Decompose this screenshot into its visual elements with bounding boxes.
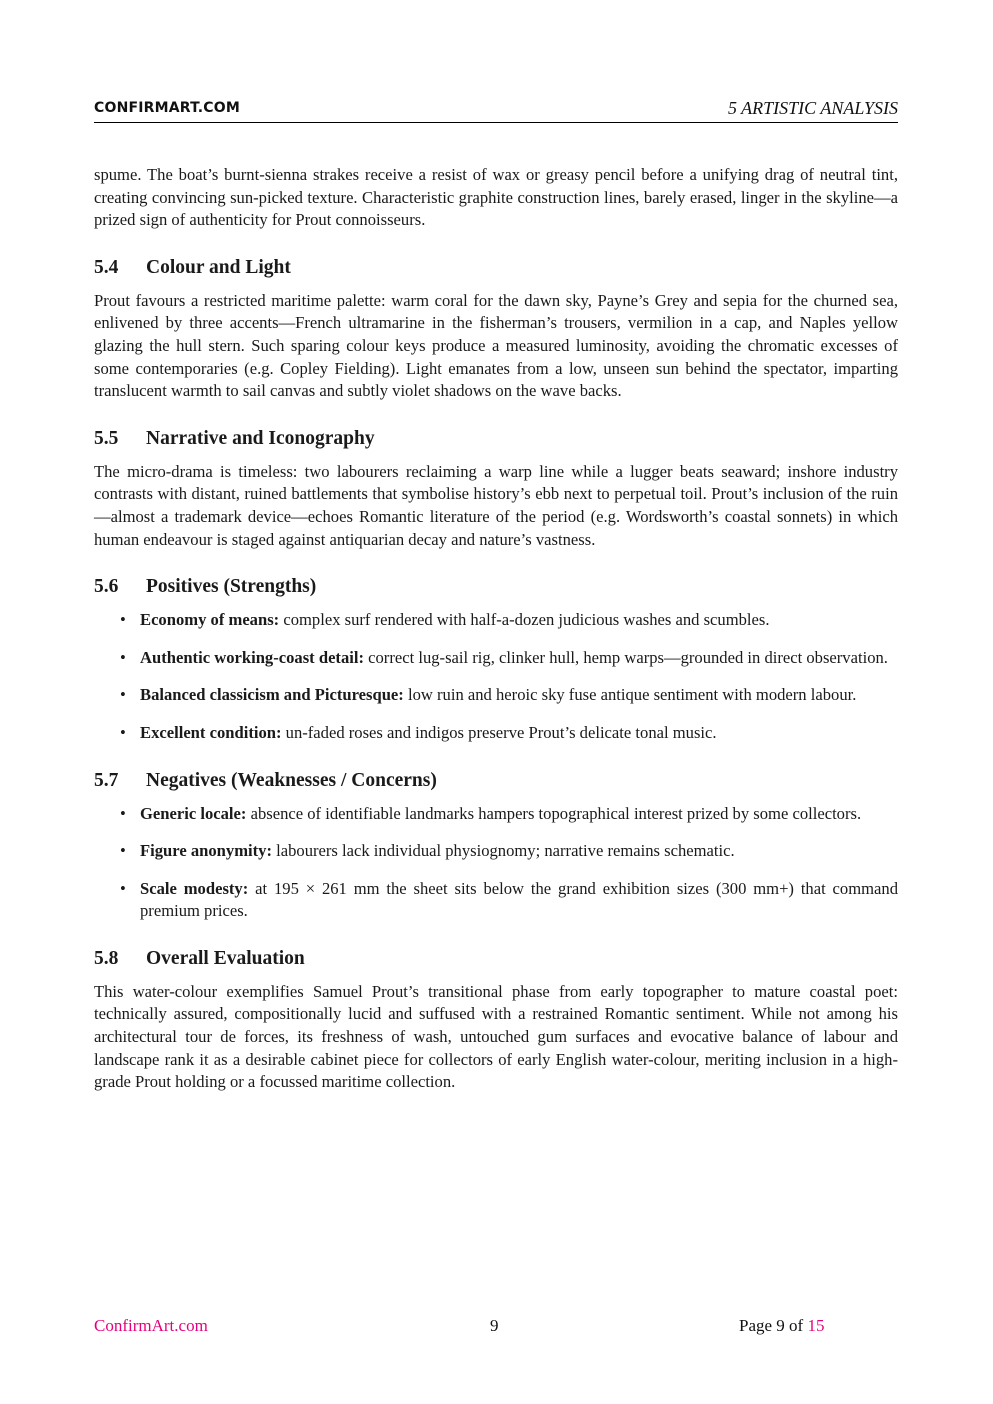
list-item — [140, 647, 898, 670]
section-number: 5.6 — [94, 576, 119, 598]
list-item-text: labourers lack individual physiognomy; narrative remains schematic. — [271, 841, 735, 861]
section-title: Negatives (Weaknesses / Concerns) — [146, 769, 437, 791]
list-item — [140, 840, 898, 863]
intro-paragraph: spume. The boat’s burnt-sienna strakes receive a resist of wax or greasy pencil before a unifying drag of neutral tint, creating convincing sun-picked texture. Characteristic graphite construction lines, barely erased, linger in the skyline—a prized sign of authenticity for Prout connoisseurs. — [94, 165, 898, 230]
running-section-title: 5 ARTISTIC ANALYSIS — [727, 98, 898, 118]
section-title: Overall Evaluation — [146, 947, 305, 969]
list-item-term: Scale modesty: — [140, 878, 249, 898]
section-heading-5-6 — [94, 575, 898, 599]
list-item-text: absence of identifiable landmarks hampers topographical interest prized by some collectors. — [246, 803, 862, 823]
footer-page-prefix: Page 9 of — [739, 1316, 808, 1335]
list-item — [140, 609, 898, 632]
page-content — [94, 164, 898, 1094]
list-item-text: complex surf rendered with half-a-dozen judicious washes and scumbles. — [279, 610, 770, 630]
list-item-text: correct lug-sail rig, clinker hull, hemp warps—grounded in direct observation. — [364, 647, 888, 667]
list-item — [140, 684, 898, 707]
section-body-5-8: This water-colour exemplifies Samuel Prout’s transitional phase from early topographer to mature coastal poet: technically assured, compositionally lucid and suffused with a restrained Romantic sentiment. While not among his architectural tour de forces, its freshness of wash, untouched gum surfaces and evocative balance of labour and landscape rank it as a desirable cabinet piece for collectors of early English water-colour, meriting inclusion in a high-grade Prout holding or a focussed maritime collection. — [94, 981, 898, 1092]
section-number: 5.5 — [94, 427, 119, 449]
list-item-term: Authentic working-coast detail: — [140, 647, 364, 667]
section-heading-5-5 — [94, 427, 898, 451]
section-title: Colour and Light — [146, 256, 291, 278]
section-body-5-5: The micro-drama is timeless: two labourers reclaiming a warp line while a lugger beats seaward; inshore industry contrasts with distant, ruined battlements that symbolise history’s ebb next to perpetual toil. Prout’s inclusion of the ruin—almost a trademark device—echoes Romantic literature of the period (e.g. Wordsworth’s coastal sonnets) in which human endeavour is staged against antiquarian decay and nature’s vastness. — [94, 461, 898, 549]
list-item-term: Balanced classicism and Picturesque: — [140, 685, 404, 705]
section-heading-5-4 — [94, 256, 898, 280]
footer-page-number: 9 — [490, 1316, 499, 1335]
footer-site-link[interactable]: ConfirmArt.com — [94, 1316, 208, 1335]
section-body-5-4: Prout favours a restricted maritime palette: warm coral for the dawn sky, Payne’s Grey and sepia for the churned sea, enlivened by three accents—French ultramarine in the fisherman’s trousers, vermilion in a cap, and Naples yellow glazing the hull stern. Such sparing colour keys produce a measured luminosity, avoiding the chromatic excesses of some contemporaries (e.g. Copley Fielding). Light emanates from a low, unseen sun behind the spectator, imparting translucent warmth to sail canvas and subtly violet shadows on the wave backs. — [94, 290, 898, 401]
list-item — [140, 722, 898, 745]
section-number: 5.4 — [94, 256, 119, 278]
list-item-text: un-faded roses and indigos preserve Prout’s delicate tonal music. — [281, 722, 717, 742]
section-title: Narrative and Iconography — [146, 427, 375, 449]
strengths-list — [94, 609, 898, 744]
list-item-term: Generic locale: — [140, 803, 247, 823]
list-item-text: low ruin and heroic sky fuse antique sentiment with modern labour. — [403, 685, 857, 705]
list-item-term: Excellent condition: — [140, 722, 282, 742]
list-item — [140, 803, 898, 826]
section-number: 5.8 — [94, 947, 119, 969]
weaknesses-list — [94, 803, 898, 923]
site-logo: CONFIRMART.COM — [94, 100, 241, 116]
section-number: 5.7 — [94, 769, 119, 791]
list-item — [140, 878, 898, 923]
footer-page-count — [739, 1316, 824, 1336]
page-footer — [94, 1316, 898, 1340]
page-header — [94, 98, 898, 123]
section-heading-5-7 — [94, 769, 898, 793]
list-item-text: at 195 × 261 mm the sheet sits below the grand exhibition sizes (300 mm+) that command premium prices. — [140, 878, 898, 921]
section-title: Positives (Strengths) — [146, 576, 317, 598]
section-heading-5-8 — [94, 947, 898, 971]
footer-page-total-link[interactable]: 15 — [807, 1316, 825, 1335]
list-item-term: Economy of means: — [140, 610, 280, 630]
list-item-term: Figure anonymity: — [140, 841, 272, 861]
